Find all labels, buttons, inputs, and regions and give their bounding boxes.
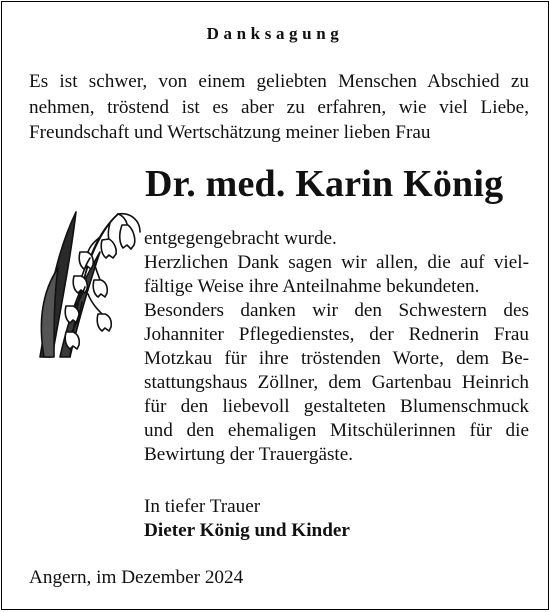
obituary-notice (1, 1, 549, 610)
body-line: Herzlichen Dank sagen wir allen, die auf viel- (144, 252, 529, 273)
deceased-name: Dr. med. Karin König (145, 163, 504, 205)
notice-heading: Danksagung (206, 24, 344, 43)
thanks-paragraph (144, 227, 529, 467)
body-line: für den liebevoll gestalteten Blumenschmuck (144, 396, 529, 417)
closing-block (144, 495, 350, 543)
body-line: Motzkau für ihre tröstenden Worte, dem Be- (144, 348, 529, 369)
intro-paragraph (29, 69, 529, 146)
closing-phrase: In tiefer Trauer (144, 496, 261, 517)
body-line: Bewirtung der Trauergäste. (144, 444, 354, 465)
body-line: fältige Weise ihre Anteilnahme bekundeten. (144, 276, 480, 297)
body-line: stattungshaus Zöllner, dem Gartenbau Heinrich (144, 372, 529, 393)
body-line: und den ehemaligen Mitschülerinnen für die (144, 420, 529, 441)
intro-line: Es ist schwer, von einem geliebten Menschen Abschied zu (29, 71, 529, 92)
signer-name: Dieter König und Kinder (144, 520, 350, 541)
intro-line: nehmen, tröstend ist es aber zu erfahren, wie viel Liebe, (29, 96, 529, 118)
intro-line: Freundschaft und Wertschätzung meiner lieben Frau (29, 122, 431, 143)
body-line: Johanniter Pflegedienstes, der Rednerin Frau (144, 324, 529, 345)
body-line: entgegengebracht wurde. (144, 228, 337, 249)
lily-of-the-valley-icon (30, 192, 142, 362)
body-line: Besonders danken wir den Schwestern des (144, 300, 529, 321)
place-date: Angern, im Dezember 2024 (29, 567, 244, 588)
